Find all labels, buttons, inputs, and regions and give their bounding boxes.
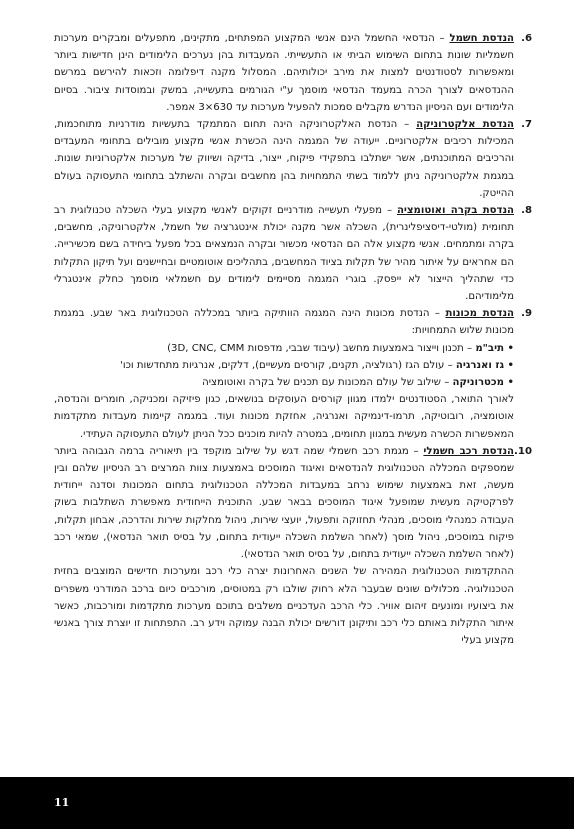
section-title: הנדסת חשמל — [449, 33, 515, 44]
bullet-text: – שילוב של עולם המכונות עם תכנים של בקרה ואוטומציה — [202, 377, 453, 389]
section-paragraph: ההתקדמות הטכנולוגית המהירה של השנים האחרונות יצרה כלי רכב ומערכות חדישים המוצבים בחזית הטכנולוגיה. מכלולים שונים שבעבר הלא רחוק שולבו רק במטוסים, מורכבים כיום ברכב המודרני משפרים את ביצועיו ומונעים זיהום אוויר. כלי הרכב העדכניים משלבים בתוכם מערכות מתקדמות ומורכבות, כאשר איתור התקלות באותם כלי רכב ותיקונן דורשים יכולת הבנה עמוקה וידע רב. התפתחות זו יוצרת צורך באנשי מקצוע בעלי — [54, 566, 514, 647]
section-title: הנדסת בקרה ואוטומציה — [396, 205, 515, 217]
bullet-item-mechatronics — [54, 374, 514, 391]
section-number: 6. — [521, 33, 532, 44]
section-number: 10. — [514, 445, 532, 457]
section-title: הנדסת אלקטרוניקה — [416, 119, 515, 131]
section-mechanical-engineering — [54, 305, 532, 443]
section-body — [54, 305, 514, 443]
bullet-label: • גז ואנרגיה — [455, 359, 514, 371]
bullet-item-gas-energy — [54, 357, 514, 374]
page-number: 11 — [54, 796, 70, 809]
section-electrical-engineering — [54, 30, 532, 116]
page-footer — [0, 777, 574, 829]
section-text: – הנדסאי החשמל הינם אנשי המקצוע המפתחים, מתקינים, מתפעלים ומבקרים מערכות חשמליות שונות בתחום השימוש הביתי או התעשייתי. המעבדות בהן נערכים הלימודים הינן חדישות ביותר ומאפשרות לסטודנטים למצות את מירב יכולותיהם. המסלול מקנה דיפלומה וזכאות להירשם במרשם ההנדסאים לצורך הכרה במעמד הנדסאי מוסמך ע"י הגורמים בתעשייה, במשק ובמוסדות ציבור. בסיום הלימודים ועם הניסיון הנדרש מקבלים סמכות להפעיל מערכות עד 630×3 אמפר. — [54, 33, 514, 113]
section-paragraph: לאורך התואר, הסטודנטים ילמדו מגוון קורסים העוסקים בנושאים, כגון פיזיקה ומכניקה, חומרים והנדסה, אוטומציה, רובוטיקה, תרמו-דינמיקה ואנרגיה, אחזקת מכונות ועוד. במגמה קיימות מעבדות מתקדמות המאפשרות הכשרה מעשית במגוון תחומים, במטרה להיות מוכנים ככל הניתן לעולם התעסוקה העתידי. — [54, 394, 514, 440]
section-intro — [54, 443, 514, 563]
section-text: – מפעלי תעשייה מודרניים זקוקים לאנשי מקצוע בעלי השכלה טכנולוגית רב תחומית (מולטי-דיסציפלינרית), השכלה אשר מקנה יכולת אינטגרציה של חשמל, אלקטרוניקה, מחשבים, בקרה ומתמחים. אנשי מקצוע אלה הם הנדסאי מכשור ובקרה הנמצאים בכל מפעל ביחידה בשם מכשירייה. הם אחראים על איתור מהיר של תקלות בציוד המחשבים, בתהליכים אוטומטיים ובחיישנים ועל תיקון התקלות כדי שתהליך הייצור לא ייפסק. בוגרי המגמה מסיימים לימודים עם חשמלאי מוסמך כחלק אינטגרלי מלימודיהם. — [54, 205, 514, 303]
section-body — [54, 30, 514, 116]
section-electronics-engineering — [54, 116, 532, 202]
section-electric-vehicle — [54, 443, 532, 649]
section-number: 8. — [521, 205, 532, 217]
section-title: הנדסת מכונות — [445, 308, 514, 320]
section-text: – הנדסת האלקטרוניקה הינה תחום המתמקד בתעשיות מודרניות מתוחכמות, המכילות רכיבים אלקטרוניים. ייעודה של המגמה הינה הכשרת אנשי מקצוע מובילים בתחומי המעבדים והרכיבים המתוכנתים, אשר ישתלבו בתפקידי פיקוח, ייצור, בדיקה ושיווק של מערכות אלקטרוניות שונות. במגמת אלקטרוניקה ניתן ללמוד בשתי התמחויות בהן מחשבים ובקרה והשתלב בתחומי התעסוקה בעולם ההייטק. — [54, 119, 514, 199]
bullet-label: • מכטרוניקה — [452, 377, 514, 389]
section-body — [54, 443, 514, 649]
bullet-label: • תיב"מ — [475, 342, 514, 354]
section-body — [54, 202, 514, 305]
section-control-automation — [54, 202, 532, 305]
section-text: – הנדסת מכונות הינה המגמה הוותיקה ביותר במכללה הטכנולוגית באר שבע. במגמת מכונות שלוש התמחויות: — [54, 308, 514, 337]
section-title: הנדסת רכב חשמלי — [423, 445, 514, 457]
section-text: – מגמת רכב חשמלי שמה דגש על שילוב מוקפד בין תיאוריה ברמה הגבוהה ביותר שמספקים המכללה הטכנולוגית להנדסאים ואיגוד המוסכים באמצעות צוות המרצים רב הניסיון שלהם ובין מעשה, זאת באמצעות שימוש נרחב במעבדות המכללה הטכנולוגית בתחום המכונות וסדנה ייחודית לפרקטיקה מעשית שמופעל איגוד המוסכים בבאר שבע. התוכנית הייחודית מאפשרת השתלבות בשוק העבודה כמנהלי מוסכים, מנהלי תחזוקה ותפעול, יועצי שירות, ניהול מחלקות שירות והדרכה, אבחון תקלות, פיקוח במוסכים, ניהול מוסך (לאחר השלמת השכלה ייעודית בתחום, על בסיס תואר הנדסאי), שמאי רכב (לאחר השלמת השכלה ייעודית בתחום, על בסיס תואר הנדסאי). — [54, 445, 514, 561]
bullet-tail: ) — [167, 342, 172, 354]
bullet-tech-list: 3D, CNC, CMM — [171, 342, 245, 354]
section-body — [54, 116, 514, 202]
section-intro — [54, 305, 514, 339]
section-number: 9. — [521, 308, 532, 320]
bullet-text: – עולם הגז (רגולציה, תקנים, קורסים מעשיים), דלקים, אנרגיות מתחדשות וכו' — [120, 359, 456, 371]
bullet-text: – תכנון וייצור באמצעות מחשב (עיבוד שבבי, מדפסות — [244, 342, 476, 354]
section-number: 7. — [521, 119, 532, 131]
bullet-item-cad-cam — [54, 340, 514, 357]
page-content — [54, 30, 532, 649]
